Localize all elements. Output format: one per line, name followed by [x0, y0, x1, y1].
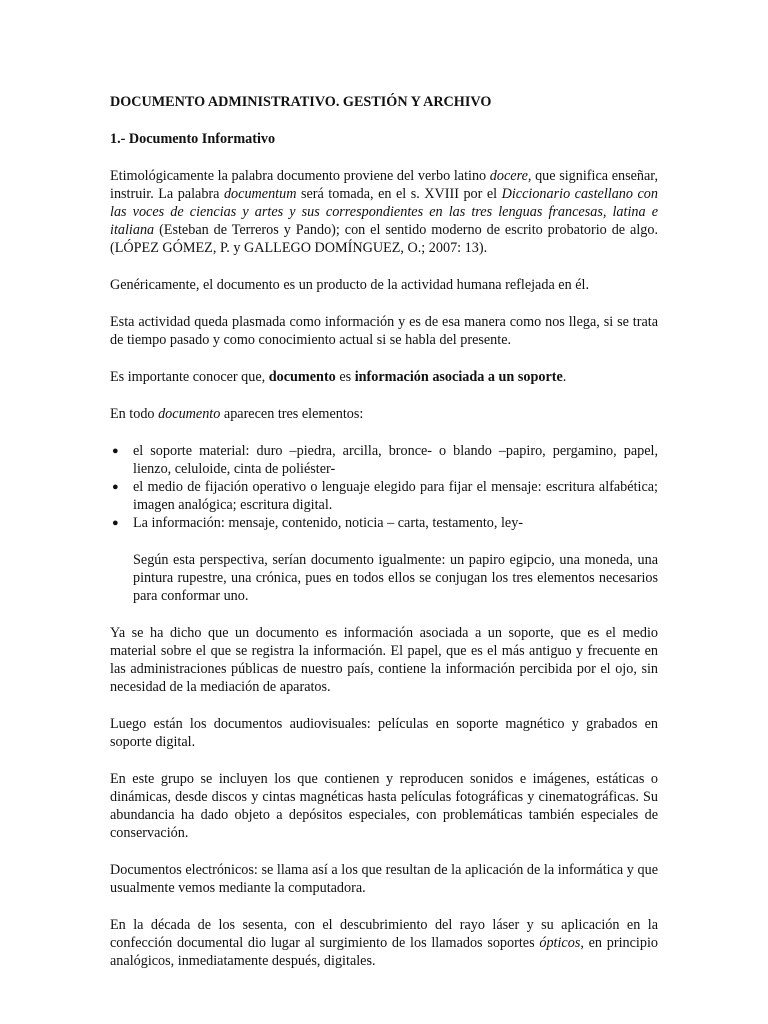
bold-term: documento — [268, 369, 336, 385]
list-item — [112, 478, 658, 514]
section-heading: 1.- Documento Informativo — [110, 131, 276, 147]
italic-title: Diccionario castellano con las voces de ciencias y artes y sus correspondientes en las tres lenguas francesas, latina e italiana — [110, 186, 658, 238]
bullet-icon: ● — [112, 445, 119, 457]
elements-list — [110, 442, 658, 532]
text-run: que significa enseñar, instruir. La palabra — [110, 168, 659, 202]
paragraph-audiovisual: Luego están los documentos audiovisuales: películas en soporte magnético y grabados en soporte digital. — [110, 716, 658, 750]
document-title: DOCUMENTO ADMINISTRATIVO. GESTIÓN Y ARCHIVO — [110, 94, 492, 110]
paragraph-elements-intro — [110, 405, 658, 423]
paragraph-support: Ya se ha dicho que un documento es información asociada a un soporte, que es el medio material sobre el que se registra la información. El papel, que es el más antiguo y frecuente en las administraciones públicas de nuestro país, contiene la información percibida por el ojo, sin necesidad de la mediación de aparatos. — [110, 625, 658, 695]
text-run: En todo — [110, 406, 159, 422]
paragraph-perspective: Según esta perspectiva, serían documento igualmente: un papiro egipcio, una moneda, una pintura rupestre, una crónica, pues en todos ellos se conjugan los tres elementos necesarios para conformar uno. — [133, 552, 658, 604]
paragraph-etymology — [110, 167, 658, 257]
italic-term: documentum — [223, 186, 297, 202]
list-item — [112, 514, 658, 532]
bullet-icon: ● — [112, 481, 119, 493]
text-run: en principio analógicos, inmediatamente después, digitales. — [110, 935, 658, 969]
paragraph-activity: Esta actividad queda plasmada como información y es de esa manera como nos llega, si se trata de tiempo pasado y como conocimiento actual si se habla del presente. — [110, 314, 658, 348]
paragraph-generic: Genéricamente, el documento es un producto de la actividad humana reflejada en él. — [110, 277, 590, 293]
text-run: En la década de los sesenta, con el descubrimiento del rayo láser y su aplicación en la confección documental dio lugar al surgimiento de los llamados soportes — [110, 917, 658, 951]
list-item-text: La información: mensaje, contenido, noticia – carta, testamento, ley- — [133, 515, 524, 531]
text-run: (Esteban de Terreros y Pando); con el sentido moderno de escrito probatorio de algo. (LÓPEZ GÓMEZ, P. y GALLEGO DOMÍNGUEZ, O.; 2007: 13). — [110, 222, 658, 256]
italic-term: ópticos, — [539, 935, 584, 951]
text-run: es — [335, 369, 355, 385]
text-run: aparecen tres elementos: — [220, 406, 364, 422]
text-run: será tomada, en el s. XVIII por el — [296, 186, 502, 202]
paragraph-definition — [110, 368, 658, 386]
list-item-text: el soporte material: duro –piedra, arcilla, bronce- o blando –papiro, pergamino, papel, lienzo, celuloide, cinta de poliéster- — [133, 443, 658, 477]
italic-term: documento — [158, 406, 221, 422]
text-run: . — [562, 369, 567, 385]
text-run: Etimológicamente la palabra documento proviene del verbo latino — [110, 168, 490, 184]
bold-term: información asociada a un soporte — [354, 369, 563, 385]
text-run: Es importante conocer que, — [110, 369, 269, 385]
paragraph-optical — [110, 916, 658, 970]
italic-term: docere, — [489, 168, 532, 184]
list-item-text: el medio de fijación operativo o lenguaje elegido para fijar el mensaje: escritura alfabética; imagen analógica; escritura digital. — [133, 479, 658, 513]
paragraph-group: En este grupo se incluyen los que contienen y reproducen sonidos e imágenes, estáticas o dinámicas, desde discos y cintas magnéticas hasta películas fotográficas y cinematográficas. Su abundancia ha dado objeto a depósitos especiales, con problemáticas también especiales de conservación. — [110, 771, 658, 841]
bullet-icon: ● — [112, 517, 119, 529]
list-item — [112, 442, 658, 478]
paragraph-electronic: Documentos electrónicos: se llama así a los que resultan de la aplicación de la informática y que usualmente vemos mediante la computadora. — [110, 862, 658, 896]
